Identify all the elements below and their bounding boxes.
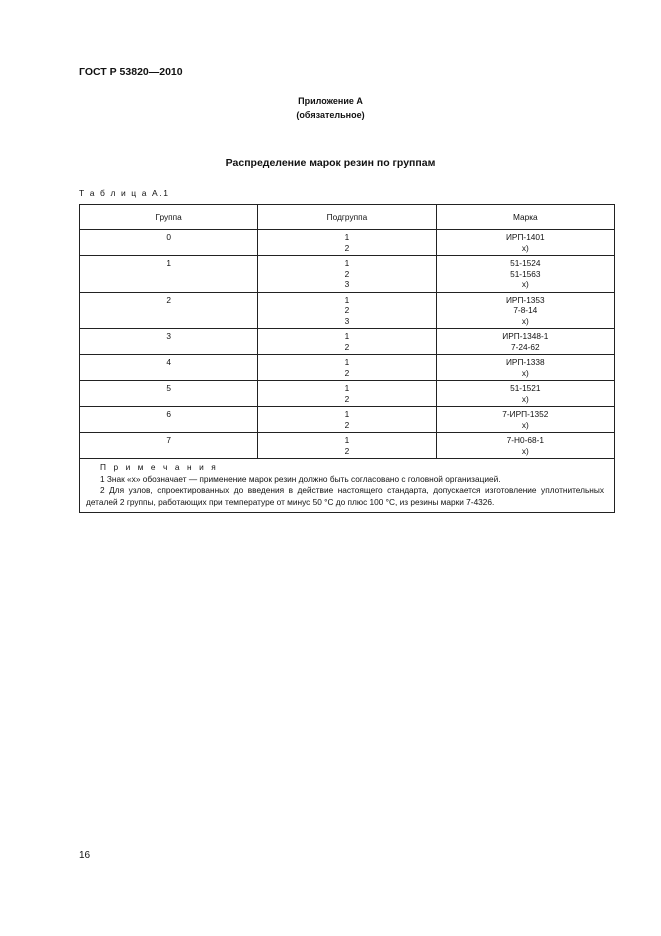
mark-value: х) xyxy=(521,445,529,456)
page-number: 16 xyxy=(79,850,91,861)
notes-heading: П р и м е ч а н и я xyxy=(100,462,219,472)
mark-value: ИРП-1353 xyxy=(505,294,545,305)
group-value: 5 xyxy=(166,383,171,393)
subgroup-cell xyxy=(258,407,436,433)
table-row xyxy=(80,256,615,293)
table-row xyxy=(80,355,615,381)
group-cell xyxy=(80,433,258,459)
group-value: 7 xyxy=(166,435,171,445)
mark-cell xyxy=(436,355,614,381)
appendix-heading xyxy=(0,94,661,122)
mark-cell xyxy=(436,433,614,459)
subgroup-value: 1 xyxy=(344,409,350,419)
group-cell xyxy=(80,292,258,329)
notes-cell xyxy=(80,459,615,513)
subgroup-cell xyxy=(258,292,436,329)
group-value: 1 xyxy=(166,258,171,268)
subgroup-value: 1 xyxy=(344,435,350,445)
mark-value: 51-1524 xyxy=(510,258,541,268)
subgroup-value: 2 xyxy=(344,305,350,315)
mark-cell xyxy=(436,407,614,433)
mark-value: ИРП-1401 xyxy=(505,232,545,242)
subgroup-cell xyxy=(258,381,436,407)
mark-value: 51-1521 xyxy=(510,383,541,393)
subgroup-value: 1 xyxy=(344,258,350,268)
subgroup-value: 3 xyxy=(344,315,350,326)
group-value: 3 xyxy=(166,331,171,341)
appendix-title: Приложение А xyxy=(298,96,363,106)
rubber-grades-table xyxy=(79,204,615,513)
table-row xyxy=(80,292,615,329)
subgroup-value: 2 xyxy=(344,445,350,456)
subgroup-cell xyxy=(258,433,436,459)
subgroup-value: 1 xyxy=(344,331,350,341)
mark-cell xyxy=(436,230,614,256)
group-cell xyxy=(80,329,258,355)
mark-value: 7-Н0-68-1 xyxy=(506,435,544,445)
table-row xyxy=(80,381,615,407)
column-header-mark: Марка xyxy=(436,205,614,230)
table-row xyxy=(80,433,615,459)
note-item: 2 Для узлов, спроектированных до введения в действие настоящего стандарта, допускается изготовление уплотнительных деталей 2 группы, работающих при температуре от минус 50 °С до плюс 100 °С, из резины марки 7-4326. xyxy=(86,485,604,507)
subgroup-value: 2 xyxy=(344,367,350,378)
group-cell xyxy=(80,355,258,381)
notes-row xyxy=(80,459,615,513)
appendix-status: (обязательное) xyxy=(296,110,365,120)
group-cell xyxy=(80,230,258,256)
note-item: 1 Знак «х» обозначает — применение марок резин должно быть согласовано с головной организацией. xyxy=(100,473,501,484)
subgroup-value: 2 xyxy=(344,341,350,352)
group-value: 6 xyxy=(166,409,171,419)
subgroup-cell xyxy=(258,355,436,381)
mark-value: х) xyxy=(521,242,529,253)
section-title: Распределение марок резин по группам xyxy=(225,157,436,169)
subgroup-value: 1 xyxy=(344,357,350,367)
subgroup-cell xyxy=(258,256,436,293)
table-row xyxy=(80,329,615,355)
column-header-group: Группа xyxy=(80,205,258,230)
mark-value: х) xyxy=(521,419,529,430)
subgroup-value: 2 xyxy=(344,242,350,253)
mark-value: х) xyxy=(521,367,529,378)
subgroup-value: 2 xyxy=(344,268,350,279)
mark-value: ИРП-1348-1 xyxy=(502,331,549,341)
mark-cell xyxy=(436,256,614,293)
mark-cell xyxy=(436,329,614,355)
group-cell xyxy=(80,407,258,433)
column-header-subgroup: Подгруппа xyxy=(258,205,436,230)
document-header: ГОСТ Р 53820—2010 xyxy=(79,66,183,78)
mark-cell xyxy=(436,292,614,329)
subgroup-value: 1 xyxy=(344,383,350,393)
subgroup-value: 3 xyxy=(344,279,350,289)
table-header-row xyxy=(80,205,615,230)
mark-value: ИРП-1338 xyxy=(505,357,545,367)
table-row xyxy=(80,230,615,256)
group-cell xyxy=(80,381,258,407)
mark-value: 7-ИРП-1352 xyxy=(502,409,549,419)
subgroup-cell xyxy=(258,230,436,256)
group-value: 0 xyxy=(166,232,171,242)
mark-value: х) xyxy=(521,393,529,404)
mark-value: 7-24-62 xyxy=(511,341,540,352)
group-cell xyxy=(80,256,258,293)
mark-cell xyxy=(436,381,614,407)
mark-value: х) xyxy=(521,279,529,289)
subgroup-value: 2 xyxy=(344,393,350,404)
mark-value: х) xyxy=(521,315,529,326)
group-value: 2 xyxy=(166,294,171,305)
table-label: Т а б л и ц а А.1 xyxy=(79,188,170,198)
subgroup-value: 2 xyxy=(344,419,350,430)
subgroup-value: 1 xyxy=(344,294,350,305)
mark-value: 7-8-14 xyxy=(513,305,538,315)
subgroup-cell xyxy=(258,329,436,355)
mark-value: 51-1563 xyxy=(510,268,541,279)
table-row xyxy=(80,407,615,433)
group-value: 4 xyxy=(166,357,171,367)
subgroup-value: 1 xyxy=(344,232,350,242)
